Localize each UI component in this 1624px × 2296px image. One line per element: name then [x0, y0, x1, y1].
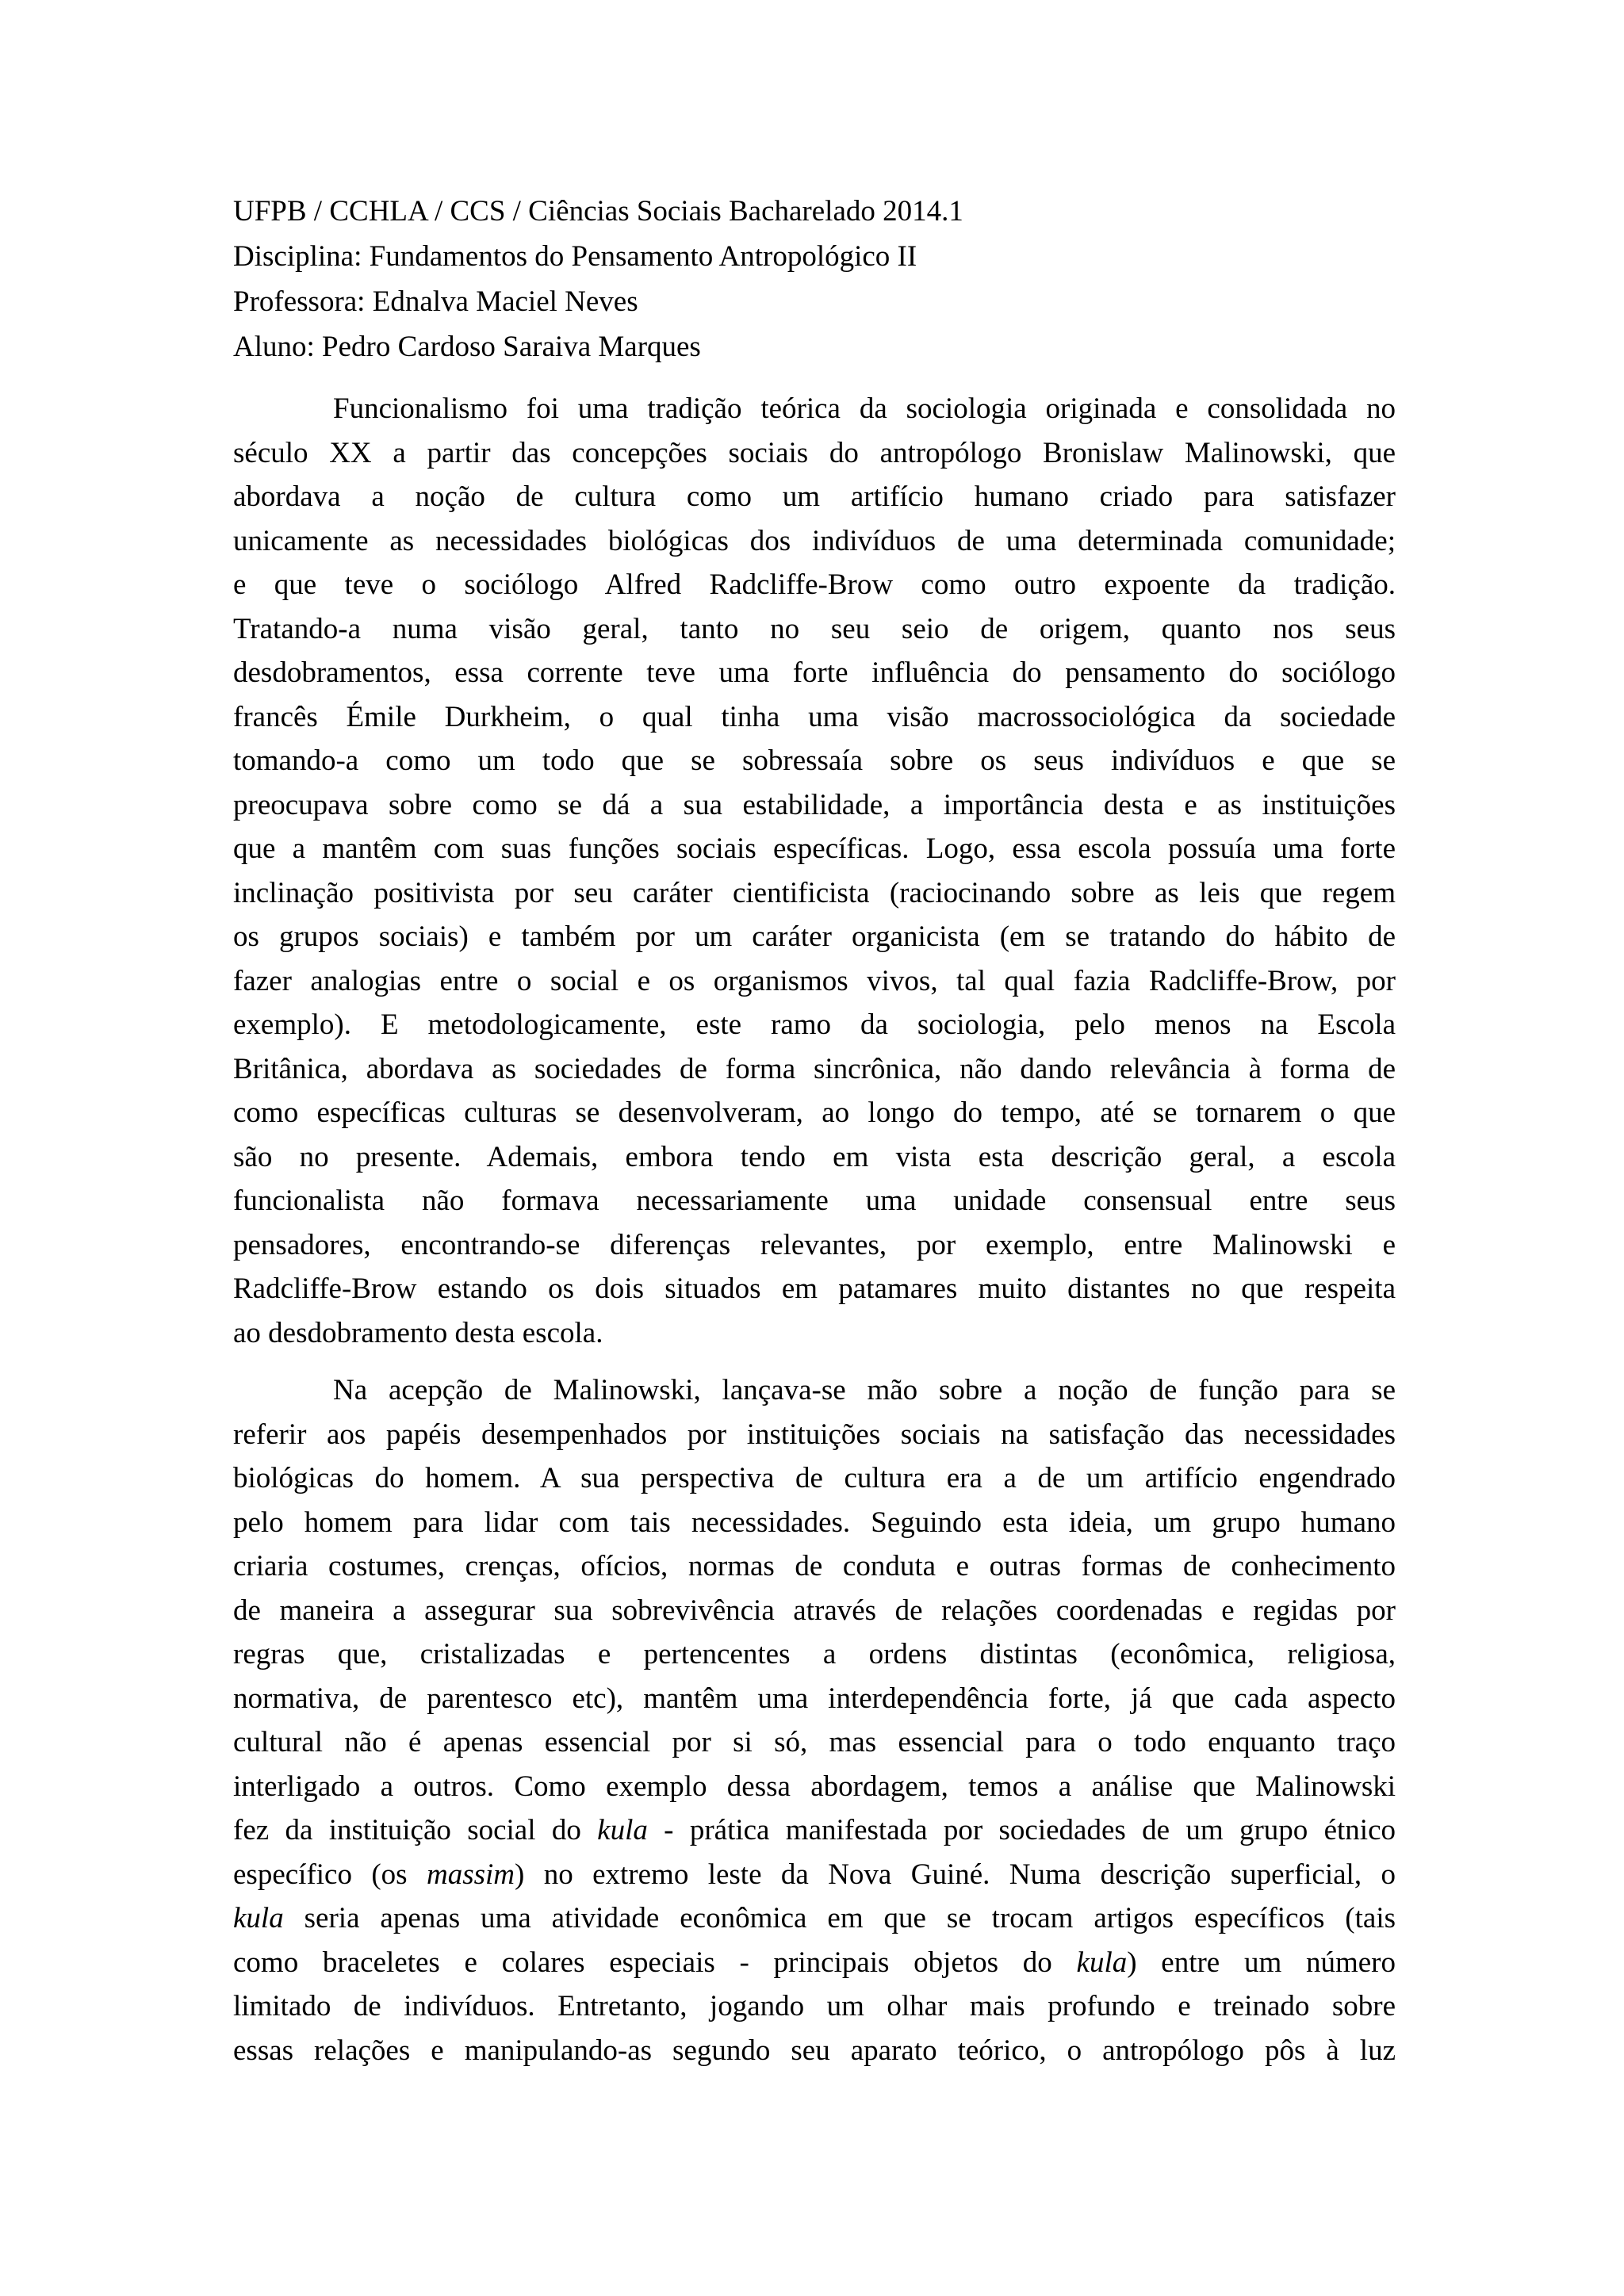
text-run: ) no extremo leste da Nova Guiné. Numa descrição superficial, o [515, 1858, 1396, 1891]
paragraph-line: Radcliffe-Brow estando os dois situados em patamares muito distantes no que respeita [233, 1272, 1396, 1305]
italic-term-kula: kula [1076, 1946, 1128, 1979]
paragraph-line [233, 1896, 1396, 1941]
text-run: ) entre um número [1127, 1946, 1396, 1979]
paragraph-line: ao desdobramento desta escola. [233, 1316, 603, 1349]
paragraph-line: Na acepção de Malinowski, lançava-se mão sobre a noção de função para se [333, 1374, 1396, 1406]
paragraph-line: biológicas do homem. A sua perspectiva de cultura era a de um artifício engendrado [233, 1462, 1396, 1494]
paragraph-line: cultural não é apenas essencial por si só, mas essencial para o todo enquanto traço [233, 1726, 1396, 1758]
paragraph-line: Tratando-a numa visão geral, tanto no seu seio de origem, quanto nos seus [233, 612, 1396, 645]
paragraph-line [233, 1808, 1396, 1853]
paragraph-line: de maneira a assegurar sua sobrevivência através de relações coordenadas e regidas por [233, 1594, 1396, 1627]
italic-term-kula: kula [233, 1902, 284, 1934]
paragraph-line: como específicas culturas se desenvolveram, ao longo do tempo, até se tornarem o que [233, 1096, 1396, 1129]
paragraph-line: inclinação positivista por seu caráter cientificista (raciocinando sobre as leis que regem [233, 876, 1396, 909]
header-institution: UFPB / CCHLA / CCS / Ciências Sociais Bacharelado 2014.1 [233, 195, 963, 228]
paragraph-line: normativa, de parentesco etc), mantêm uma interdependência forte, já que cada aspecto [233, 1682, 1396, 1715]
paragraph-line: criaria costumes, crenças, ofícios, normas de conduta e outras formas de conhecimento [233, 1550, 1396, 1582]
paragraph-line: funcionalista não formava necessariamente uma unidade consensual entre seus [233, 1184, 1396, 1217]
paragraph-line: os grupos sociais) e também por um caráter organicista (em se tratando do hábito de [233, 920, 1396, 953]
paragraph-line: Britânica, abordava as sociedades de forma sincrônica, não dando relevância à forma de [233, 1052, 1396, 1085]
header-student: Aluno: Pedro Cardoso Saraiva Marques [233, 331, 701, 363]
text-run: seria apenas uma atividade econômica em que se trocam artigos específicos (tais [283, 1902, 1396, 1934]
paragraph-line: unicamente as necessidades biológicas dos indivíduos de uma determinada comunidade; [233, 524, 1396, 557]
paragraph-line: século XX a partir das concepções sociais do antropólogo Bronislaw Malinowski, que [233, 436, 1396, 469]
italic-term-kula: kula [597, 1814, 648, 1846]
header-professor: Professora: Ednalva Maciel Neves [233, 285, 638, 318]
paragraph-line: essas relações e manipulando-as segundo seu aparato teórico, o antropólogo pôs à luz [233, 2034, 1396, 2067]
paragraph-line: que a mantêm com suas funções sociais específicas. Logo, essa escola possuía uma forte [233, 832, 1396, 865]
paragraph-line: são no presente. Ademais, embora tendo em vista esta descrição geral, a escola [233, 1140, 1396, 1173]
text-run: específico (os [233, 1858, 427, 1891]
paragraph-line: abordava a noção de cultura como um artifício humano criado para satisfazer [233, 480, 1396, 513]
paragraph-line: e que teve o sociólogo Alfred Radcliffe-Brow como outro expoente da tradição. [233, 568, 1396, 601]
document-header [233, 189, 1407, 369]
text-run: - prática manifestada por sociedades de um grupo étnico [647, 1814, 1396, 1846]
paragraph-line: fazer analogias entre o social e os organismos vivos, tal qual fazia Radcliffe-Brow, por [233, 964, 1396, 997]
text-run: fez da instituição social do [233, 1814, 598, 1846]
paragraph-line: Funcionalismo foi uma tradição teórica da sociologia originada e consolidada no [333, 392, 1396, 425]
paragraph-line: francês Émile Durkheim, o qual tinha uma visão macrossociológica da sociedade [233, 700, 1396, 733]
paragraph-line: tomando-a como um todo que se sobressaía sobre os seus indivíduos e que se [233, 744, 1396, 777]
paragraph-line: regras que, cristalizadas e pertencentes a ordens distintas (econômica, religiosa, [233, 1638, 1396, 1670]
paragraph-line: exemplo). E metodologicamente, este ramo da sociologia, pelo menos na Escola [233, 1008, 1396, 1041]
paragraph-line: pensadores, encontrando-se diferenças relevantes, por exemplo, entre Malinowski e [233, 1228, 1396, 1261]
paragraph-2 [233, 1368, 1396, 2072]
paragraph-line [233, 1853, 1396, 1897]
paragraph-line [233, 1941, 1396, 1985]
paragraph-1 [233, 387, 1396, 1355]
paragraph-line: limitado de indivíduos. Entretanto, jogando um olhar mais profundo e treinado sobre [233, 1990, 1396, 2022]
header-course: Disciplina: Fundamentos do Pensamento Antropológico II [233, 240, 917, 273]
paragraph-line: pelo homem para lidar com tais necessidades. Seguindo esta ideia, um grupo humano [233, 1506, 1396, 1539]
text-run: como braceletes e colares especiais - principais objetos do [233, 1946, 1077, 1979]
paragraph-line: preocupava sobre como se dá a sua estabilidade, a importância desta e as instituições [233, 788, 1396, 821]
paragraph-line: referir aos papéis desempenhados por instituições sociais na satisfação das necessidades [233, 1418, 1396, 1451]
paragraph-line: interligado a outros. Como exemplo dessa abordagem, temos a análise que Malinowski [233, 1770, 1396, 1803]
italic-term-massim: massim [426, 1858, 515, 1891]
paragraph-line: desdobramentos, essa corrente teve uma forte influência do pensamento do sociólogo [233, 656, 1396, 689]
